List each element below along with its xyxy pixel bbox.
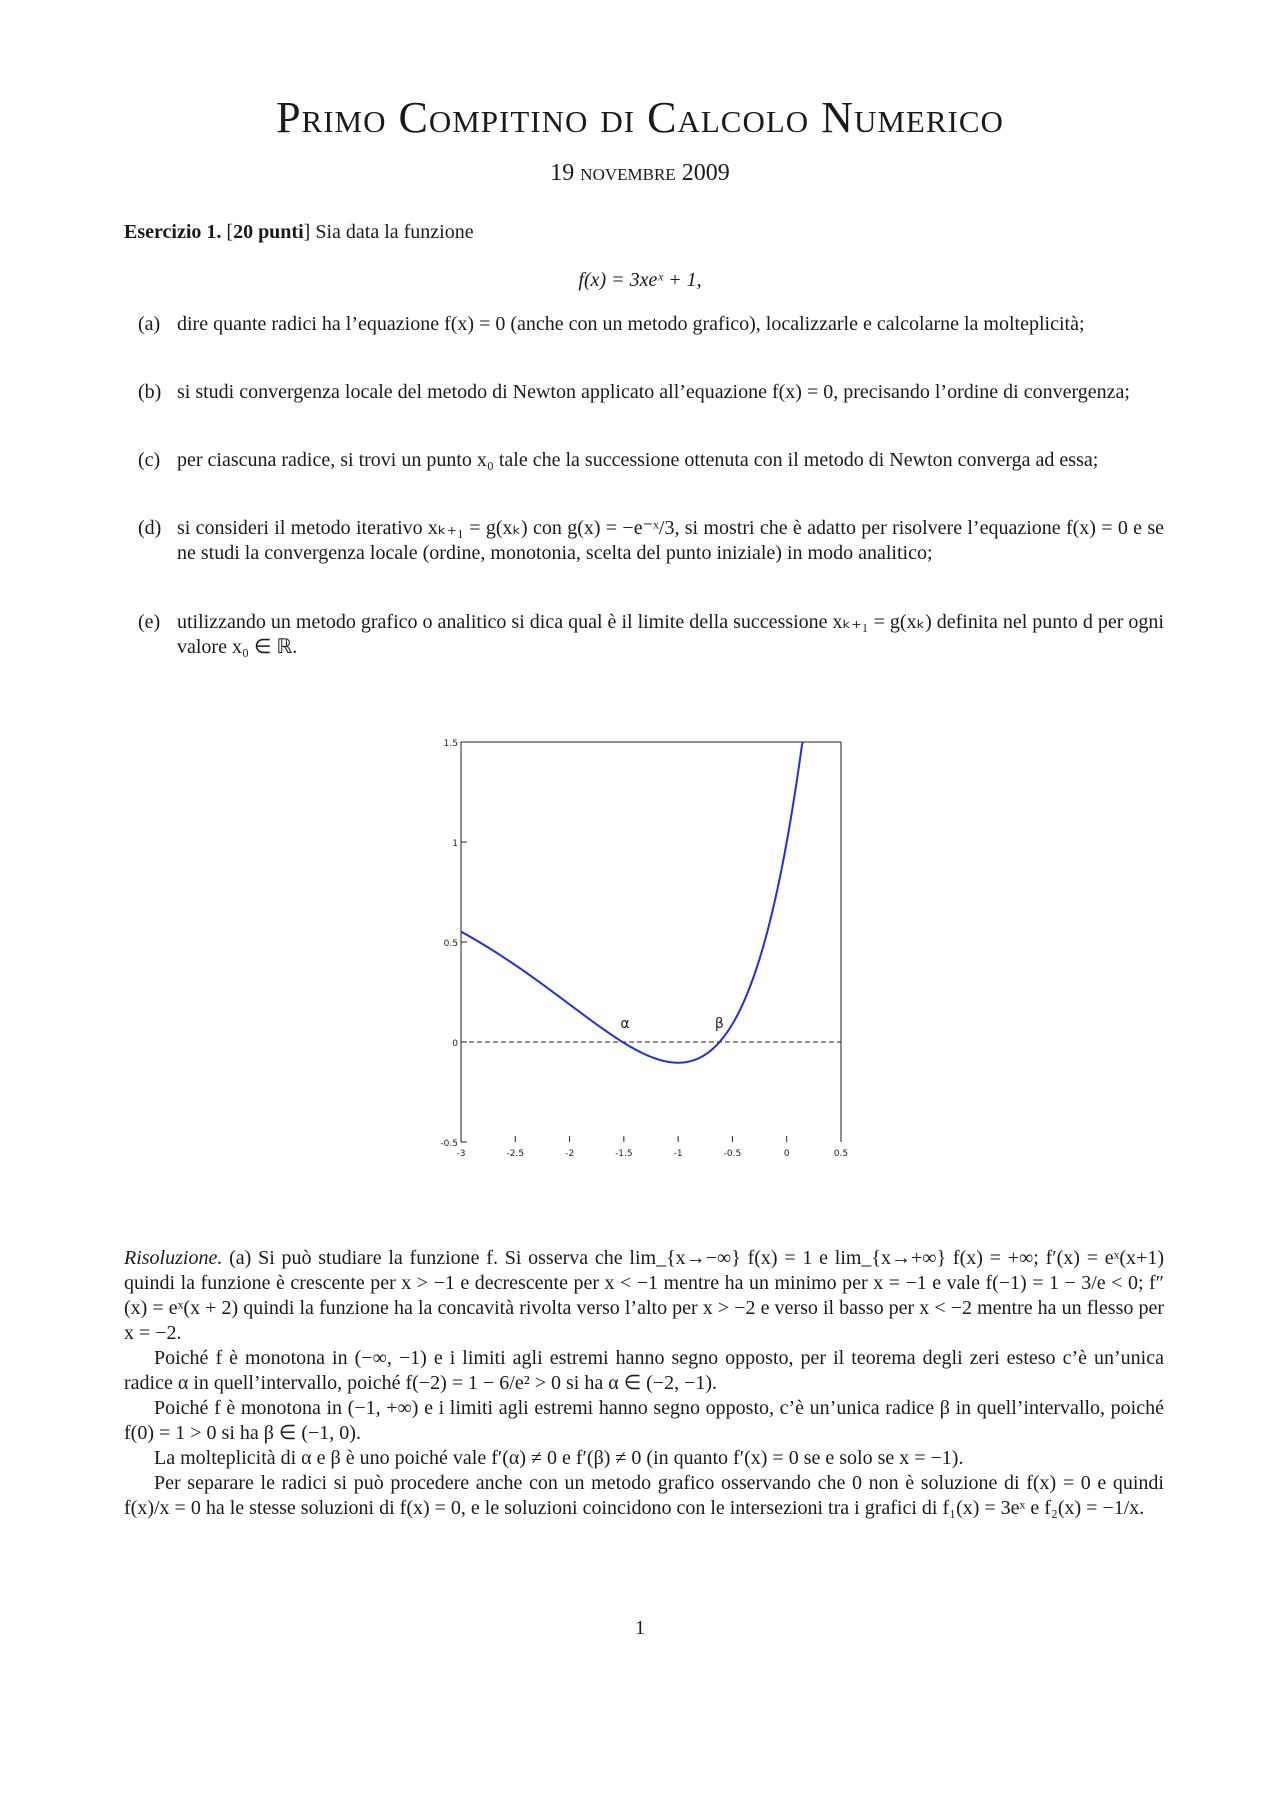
root-annotation: α xyxy=(620,1016,630,1032)
function-curve xyxy=(461,742,803,1063)
item-label: (b) xyxy=(138,381,162,403)
exercise-label: Esercizio 1. xyxy=(124,221,222,243)
exercise-item-e xyxy=(124,610,1164,660)
exercise-item-c xyxy=(124,448,1164,473)
item-text: si consideri il metodo iterativo xₖ₊₁ = g(xₖ) con g(x) = −e⁻ˣ/3, si mostri che è adatto per risolvere l’equazione f(x) = 0 e se ne studi la convergenza locale (ordine, monotonia, scelta del punto iniziale) in modo analitico; xyxy=(177,517,1164,564)
page-number: 1 xyxy=(635,1617,645,1639)
x-tick-label: -2 xyxy=(565,1149,575,1159)
function-plot xyxy=(430,732,870,1162)
solution-paragraph-2: Poiché f è monotona in (−∞, −1) e i limiti agli estremi hanno segno opposto, per il teorema degli zeri esteso c’è un’unica radice α in quell’intervallo, poiché f(−2) = 1 − 6/e² > 0 si ha α ∈ (−2, −1). xyxy=(124,1347,1164,1394)
function-formula: f(x) = 3xeˣ + 1, xyxy=(578,269,702,291)
y-tick-label: 0.5 xyxy=(443,939,458,949)
y-tick-label: 0 xyxy=(452,1039,458,1049)
item-text: utilizzando un metodo grafico o analitico si dica qual è il limite della successione xₖ₊₁ = g(xₖ) definita nel punto d per ogni valore x₀ ∈ ℝ. xyxy=(177,611,1164,658)
x-tick-label: -2.5 xyxy=(506,1149,525,1159)
x-tick-label: -0.5 xyxy=(723,1149,742,1159)
y-tick-label: -0.5 xyxy=(440,1139,458,1149)
exercise-item-a xyxy=(124,312,1164,337)
solution-section xyxy=(124,1246,1164,1521)
page-title: Primo Compitino di Calcolo Numerico xyxy=(276,93,1004,142)
x-tick-label: 0 xyxy=(783,1149,790,1159)
item-text: si studi convergenza locale del metodo di Newton applicato all’equazione f(x) = 0, precisando l’ordine di convergenza; xyxy=(177,381,1130,403)
exercise-item-b xyxy=(124,380,1164,405)
exercise-header: Esercizio 1. [20 punti] Sia data la funzione xyxy=(124,221,474,243)
solution-paragraph-1: Risoluzione. (a) Si può studiare la funzione f. Si osserva che lim_{x→−∞} f(x) = 1 e lim_{x→+∞} f(x) = +∞; f′(x) = eˣ(x+1) quindi la funzione è crescente per x > −1 e decrescente per x < −1 mentre ha un minimo per x = −1 e vale f(−1) = 1 − 3/e < 0; f″(x) = eˣ(x + 2) quindi la funzione ha la concavità rivolta verso l’alto per x > −2 e verso il basso per x < −2 mentre ha un flesso per x = −2. xyxy=(124,1247,1164,1344)
solution-paragraph-4: La molteplicità di α e β è uno poiché vale f′(α) ≠ 0 e f′(β) ≠ 0 (in quanto f′(x) = 0 se e solo se x = −1). xyxy=(154,1447,964,1469)
y-tick-label: 1 xyxy=(452,839,458,849)
item-label: (a) xyxy=(138,313,161,335)
x-tick-label: -3 xyxy=(456,1149,466,1159)
root-annotation: β xyxy=(714,1016,724,1032)
exercise-item-d xyxy=(124,516,1164,566)
x-tick-label: -1 xyxy=(673,1149,683,1159)
exercise-intro: Sia data la funzione xyxy=(315,221,474,243)
exercise-points: 20 punti xyxy=(233,221,304,243)
y-tick-label: 1.5 xyxy=(443,739,458,749)
item-label: (c) xyxy=(138,449,161,471)
item-text: per ciascuna radice, si trovi un punto x₀ tale che la successione ottenuta con il metodo di Newton converga ad essa; xyxy=(177,449,1099,471)
solution-paragraph-3: Poiché f è monotona in (−1, +∞) e i limiti agli estremi hanno segno opposto, c’è un’unica radice β in quell’intervallo, poiché f(0) = 1 > 0 si ha β ∈ (−1, 0). xyxy=(124,1397,1164,1444)
item-text: dire quante radici ha l’equazione f(x) = 0 (anche con un metodo grafico), localizzarle e calcolarne la molteplicità; xyxy=(177,313,1085,335)
item-label: (e) xyxy=(138,611,161,633)
x-tick-label: -1.5 xyxy=(615,1149,633,1159)
solution-paragraph-5: Per separare le radici si può procedere anche con un metodo grafico osservando che 0 non è soluzione di f(x) = 0 e quindi f(x)/x = 0 ha le stesse soluzioni di f(x) = 0, e le soluzioni coincidono con le intersezioni tra i grafici di f₁(x) = 3eˣ e f₂(x) = −1/x. xyxy=(124,1472,1164,1519)
x-tick-label: 0.5 xyxy=(833,1149,849,1159)
item-label: (d) xyxy=(138,517,162,539)
solution-label: Risoluzione. xyxy=(124,1247,223,1269)
exam-date: 19 novembre 2009 xyxy=(550,160,730,186)
